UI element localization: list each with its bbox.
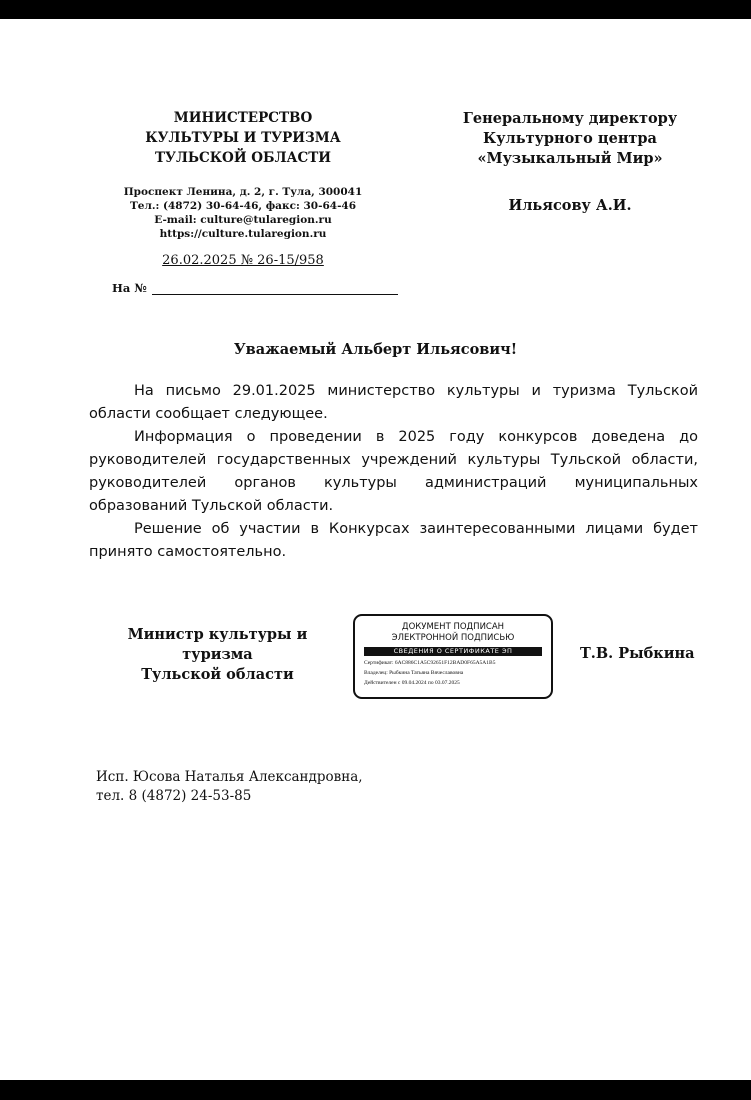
executor-block [96,768,363,806]
ministry-website: https://culture.tularegion.ru [159,228,327,240]
incoming-reference-label: На № [112,281,147,295]
stamp-title [364,622,542,644]
incoming-reference [112,281,398,295]
signer-name: Т.В. Рыбкина [580,645,695,662]
executor-name: Исп. Юсова Наталья Александровна, [96,769,363,785]
signer-position [90,625,345,685]
ministry-name [105,108,381,168]
ministry-name-line: ТУЛЬСКОЙ ОБЛАСТИ [154,150,332,166]
ministry-contacts [105,185,381,241]
body-paragraph: Информация о проведении в 2025 году конкурсов доведена до руководителей государственных учреждений культуры Тульской области, руководителей органов культуры администраций муниципальных образований Тульской области. [89,429,698,514]
stamp-validity: Действителен с 09.04.2024 по 03.07.2025 [364,680,460,686]
stamp-title-line: ДОКУМЕНТ ПОДПИСАН [401,622,505,632]
sender-block [105,108,381,268]
stamp-details [364,658,542,688]
body-paragraph: Решение об участии в Конкурсах заинтересованными лицами будет принято самостоятельно. [89,521,698,560]
body-paragraph: На письмо 29.01.2025 министерство культуры и туризма Тульской области сообщает следующее. [89,383,698,422]
electronic-signature-stamp [353,614,553,699]
stamp-owner: Владелец: Рыбкина Татьяна Вячеславовна [364,670,464,676]
recipient-line: Генеральному директору [462,110,678,127]
stamp-title-line: ЭЛЕКТРОННОЙ ПОДПИСЬЮ [391,633,515,643]
recipient-block [455,109,685,216]
signer-position-line: Тульской области [141,666,294,683]
executor-phone: тел. 8 (4872) 24-53-85 [96,788,252,804]
greeting: Уважаемый Альберт Ильясович! [233,341,518,358]
recipient-line: «Музыкальный Мир» [477,150,663,167]
stamp-certificate-header: СВЕДЕНИЯ О СЕРТИФИКАТЕ ЭП [364,647,542,656]
outgoing-reference: 26.02.2025 № 26-15/958 [162,253,324,268]
letter-page [0,19,751,1080]
incoming-reference-blank [152,282,398,295]
recipient-line: Культурного центра [483,130,657,147]
ministry-name-line: МИНИСТЕРСТВО [173,110,313,126]
recipient-name: Ильясову А.И. [508,197,632,214]
letter-body [89,380,698,564]
ministry-phone-fax: Тел.: (4872) 30-64-46, факс: 30-64-46 [129,200,357,212]
signer-position-line: Министр культуры и туризма [127,626,308,663]
ministry-name-line: КУЛЬТУРЫ И ТУРИЗМА [145,130,341,146]
stamp-certificate: Сертификат: 6AC886C1A5C92651F12BAD0F65A5A1B5 [364,660,496,666]
ministry-address: Проспект Ленина, д. 2, г. Тула, 300041 [123,186,363,198]
ministry-email: E-mail: culture@tularegion.ru [154,214,332,226]
